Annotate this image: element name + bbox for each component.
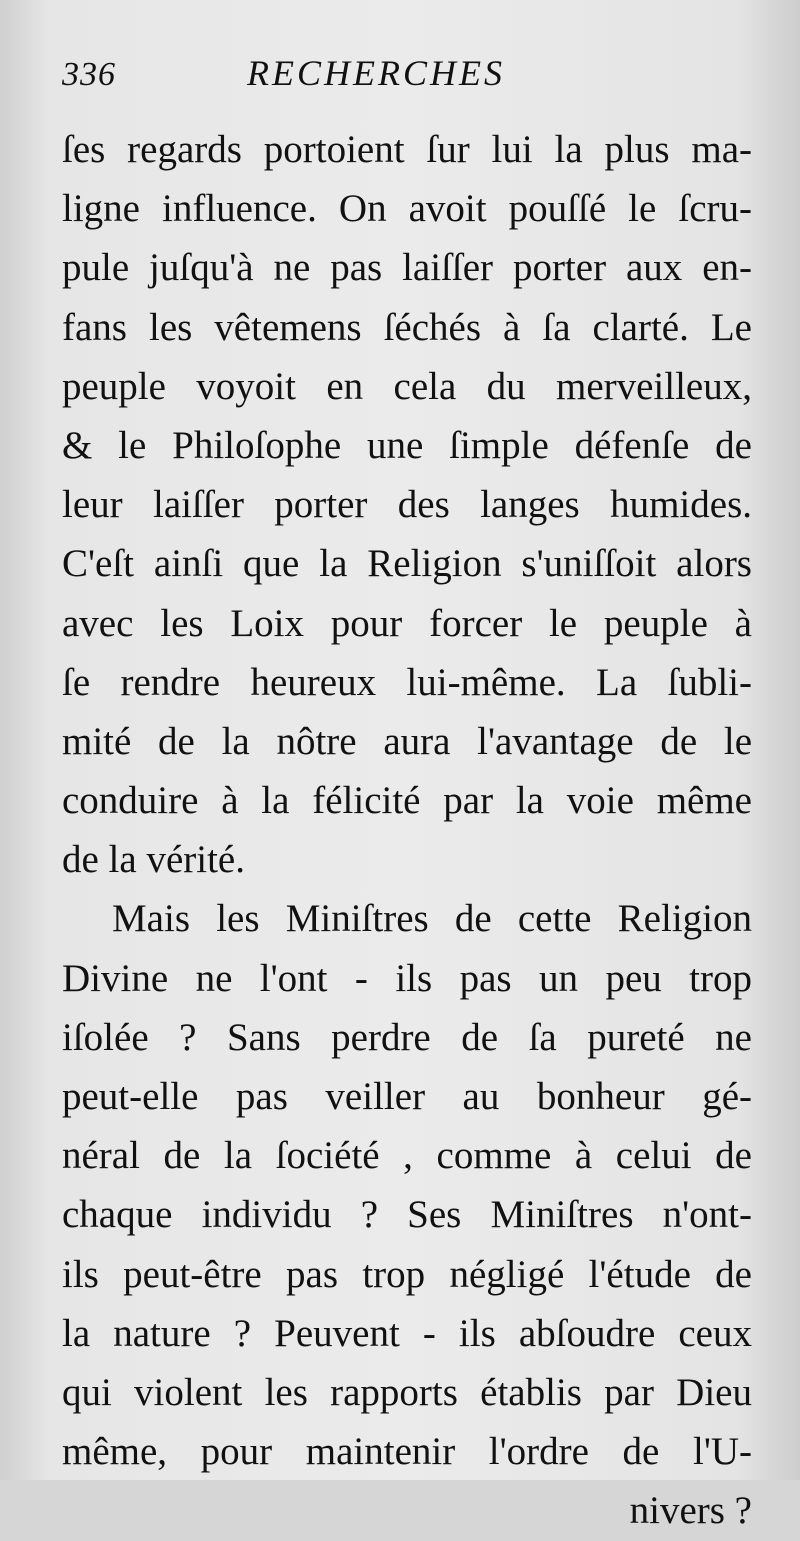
text-line: ils peut-être pas trop négligé l'étude de [62, 1252, 752, 1296]
paragraph-first-line: Mais les Miniſtres de cette Religion [112, 897, 752, 941]
text-line: conduire à la félicité par la voie même [62, 779, 752, 823]
text-line: & le Philoſophe une ſimple défenſe de [62, 423, 752, 467]
text-line: nivers ? [629, 1489, 752, 1533]
text-line: C'eſt ainſi que la Religion s'uniſſoit alors [62, 542, 752, 586]
text-line: ligne influence. On avoit pouſſé le ſcru- [62, 187, 752, 231]
text-line: néral de la ſociété , comme à celui de [62, 1134, 752, 1178]
text-line: de la vérité. [62, 838, 245, 882]
body-text [62, 120, 752, 1541]
text-line: peuple voyoit en cela du merveilleux, [62, 364, 752, 408]
text-line: avec les Loix pour forcer le peuple à [62, 601, 752, 645]
text-line: leur laiſſer porter des langes humides. [62, 483, 752, 527]
text-line: fans les vêtemens ſéchés à ſa clarté. Le [62, 305, 752, 349]
text-line: chaque individu ? Ses Miniſtres n'ont- [62, 1193, 752, 1237]
text-line: Divine ne l'ont - ils pas un peu trop [62, 956, 752, 1000]
text-line: pule juſqu'à ne pas laiſſer porter aux en- [62, 246, 752, 290]
page-number: 336 [62, 56, 116, 93]
text-line: iſolée ? Sans perdre de ſa pureté ne [62, 1015, 752, 1059]
text-line: ſe rendre heureux lui-même. La ſubli- [62, 660, 752, 704]
text-line: même, pour maintenir l'ordre de l'U- [62, 1430, 752, 1474]
text-line: qui violent les rapports établis par Dieu [62, 1370, 752, 1414]
text-line: ſes regards portoient ſur lui la plus ma- [62, 128, 752, 171]
text-line: mité de la nôtre aura l'avantage de le [62, 719, 752, 763]
text-line: peut-elle pas veiller au bonheur gé- [62, 1075, 752, 1118]
text-line: la nature ? Peuvent - ils abſoudre ceux [62, 1311, 752, 1355]
running-head: RECHERCHES [247, 53, 505, 93]
page-header [62, 48, 752, 108]
